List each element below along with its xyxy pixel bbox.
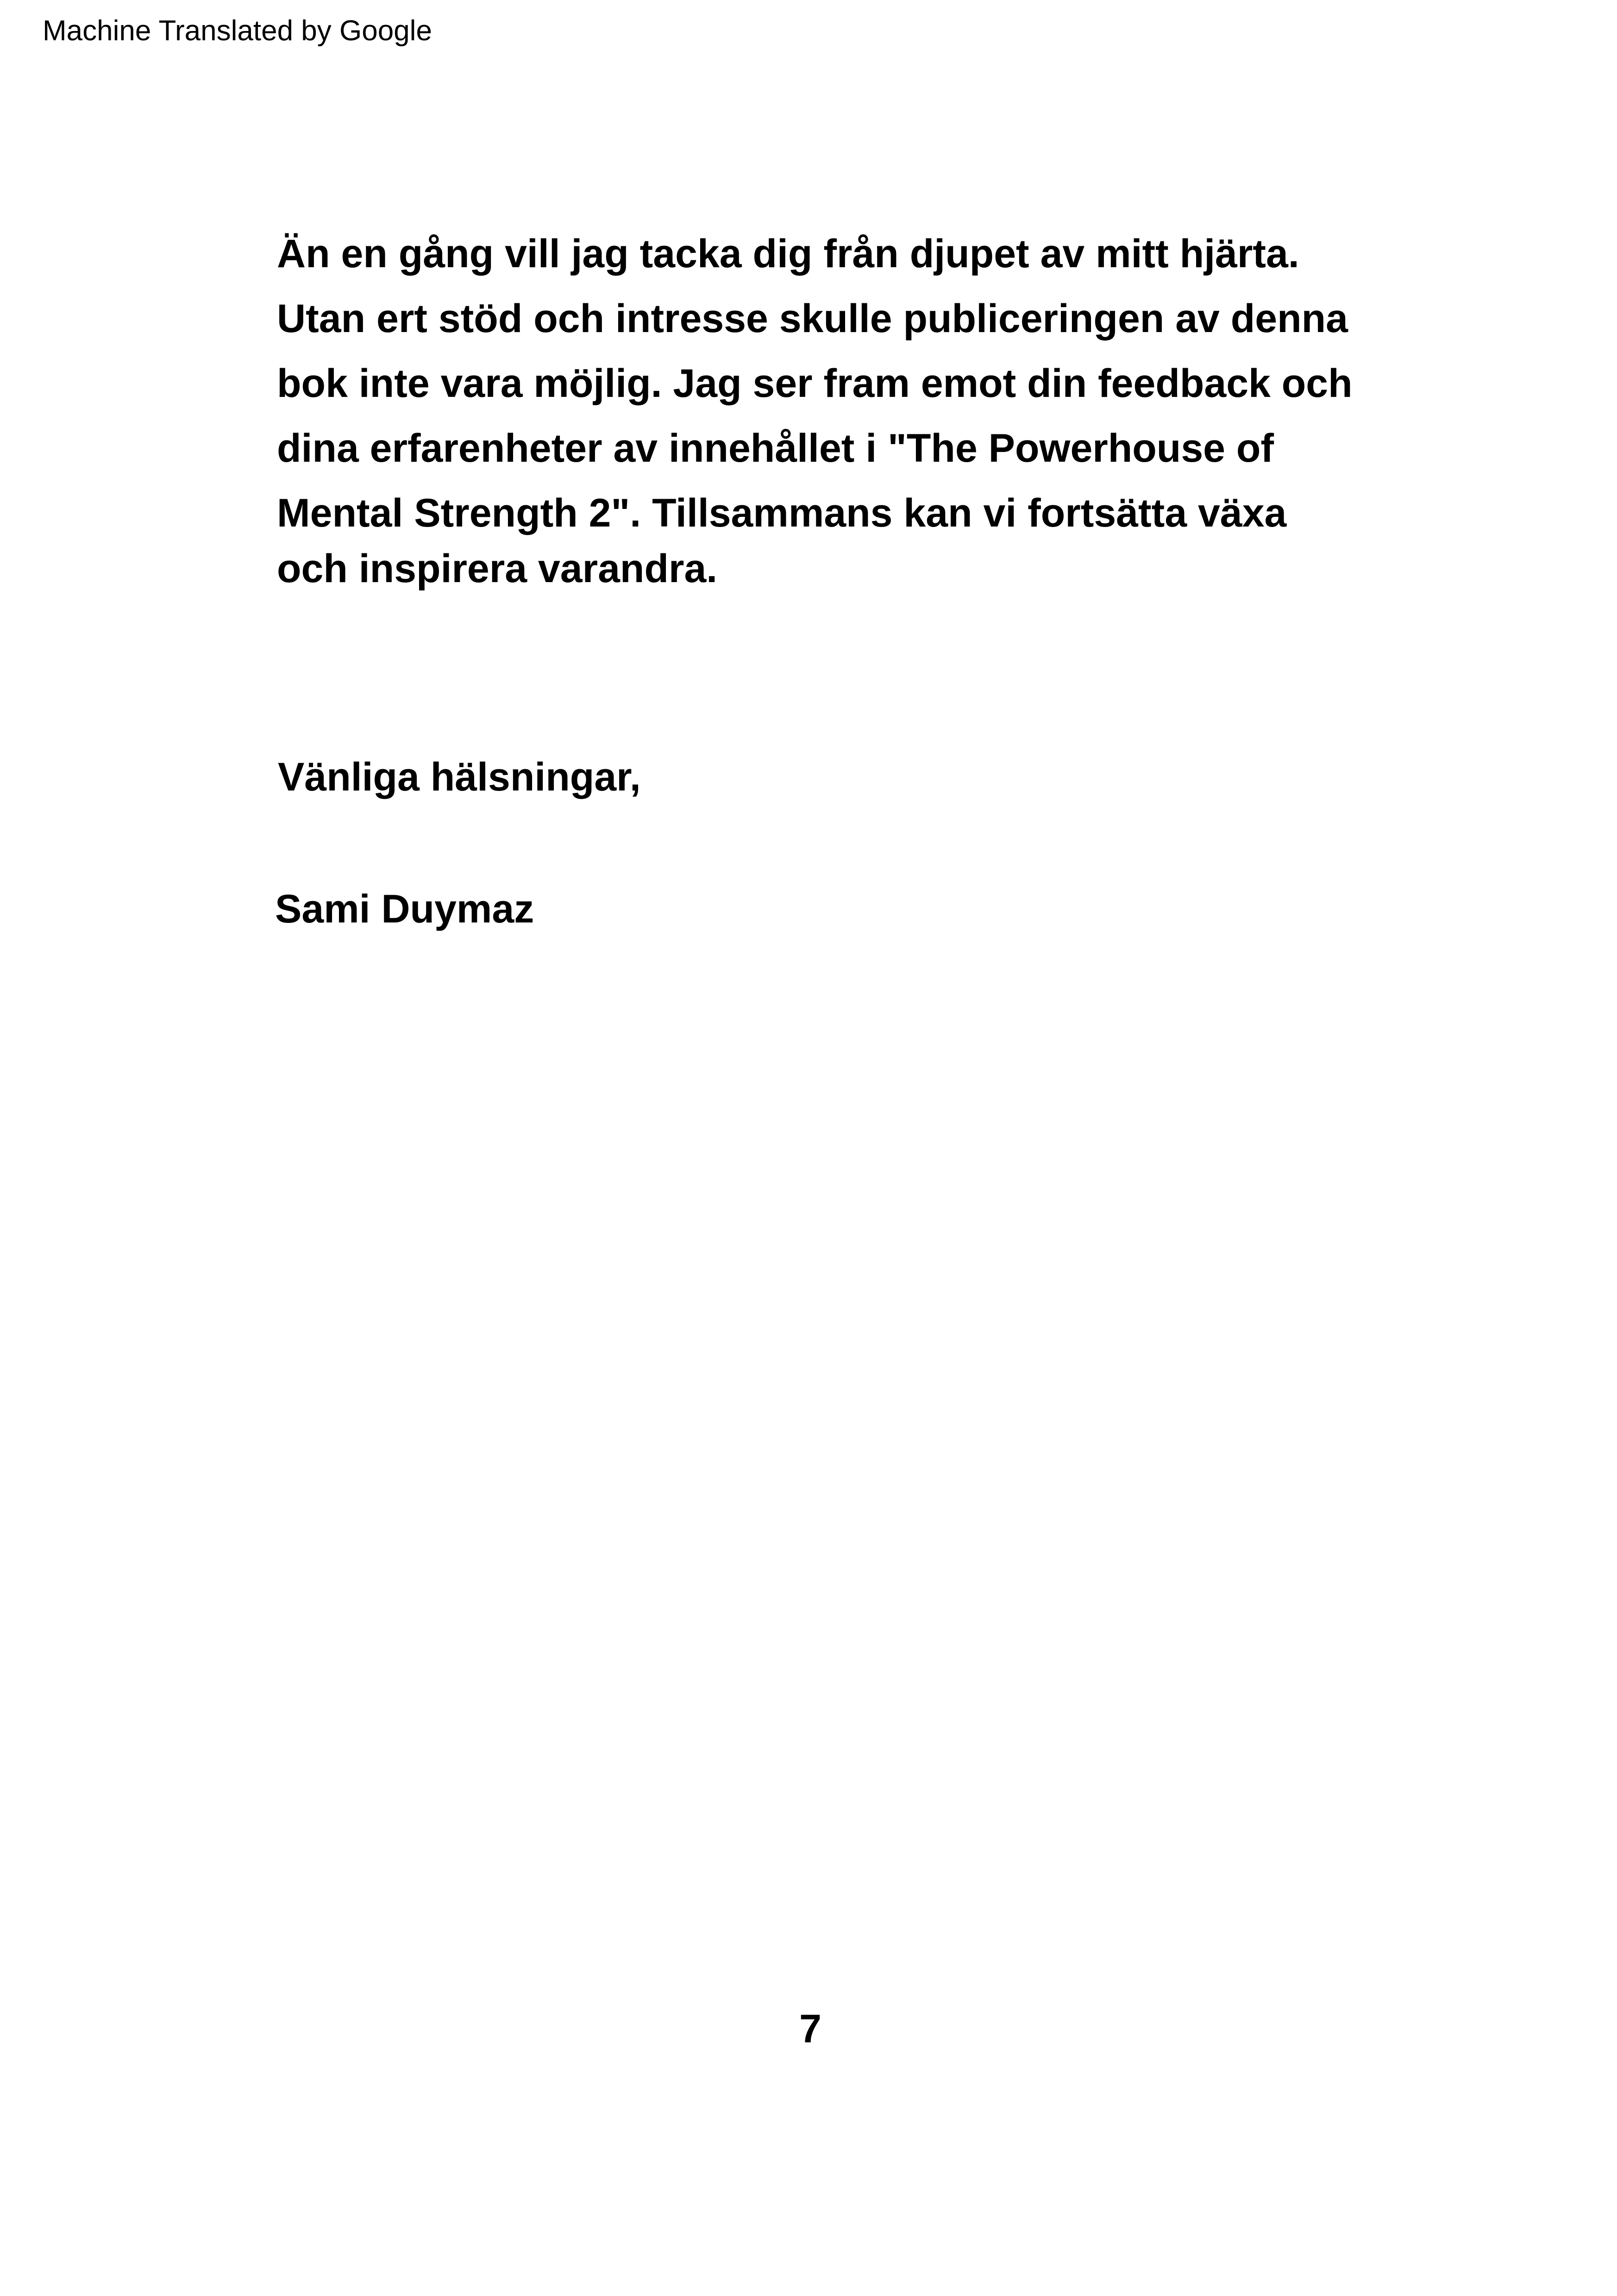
paragraph-line: dina erfarenheter av innehållet i "The Powerhouse of (277, 426, 1274, 470)
paragraph-line: bok inte vara möjlig. Jag ser fram emot din feedback och (277, 361, 1353, 406)
paragraph-line: Än en gång vill jag tacka dig från djupet av mitt hjärta. (277, 232, 1299, 276)
paragraph-line: och inspirera varandra. (277, 546, 718, 591)
paragraph-line: Utan ert stöd och intresse skulle publiceringen av denna (277, 296, 1348, 341)
paragraph-line: Mental Strength 2". Tillsammans kan vi fortsätta växa (277, 491, 1287, 535)
page-number: 7 (799, 2007, 821, 2051)
letter-closing: Vänliga hälsningar, (278, 755, 641, 799)
author-signature: Sami Duymaz (275, 887, 534, 931)
machine-translation-notice: Machine Translated by Google (43, 15, 432, 47)
